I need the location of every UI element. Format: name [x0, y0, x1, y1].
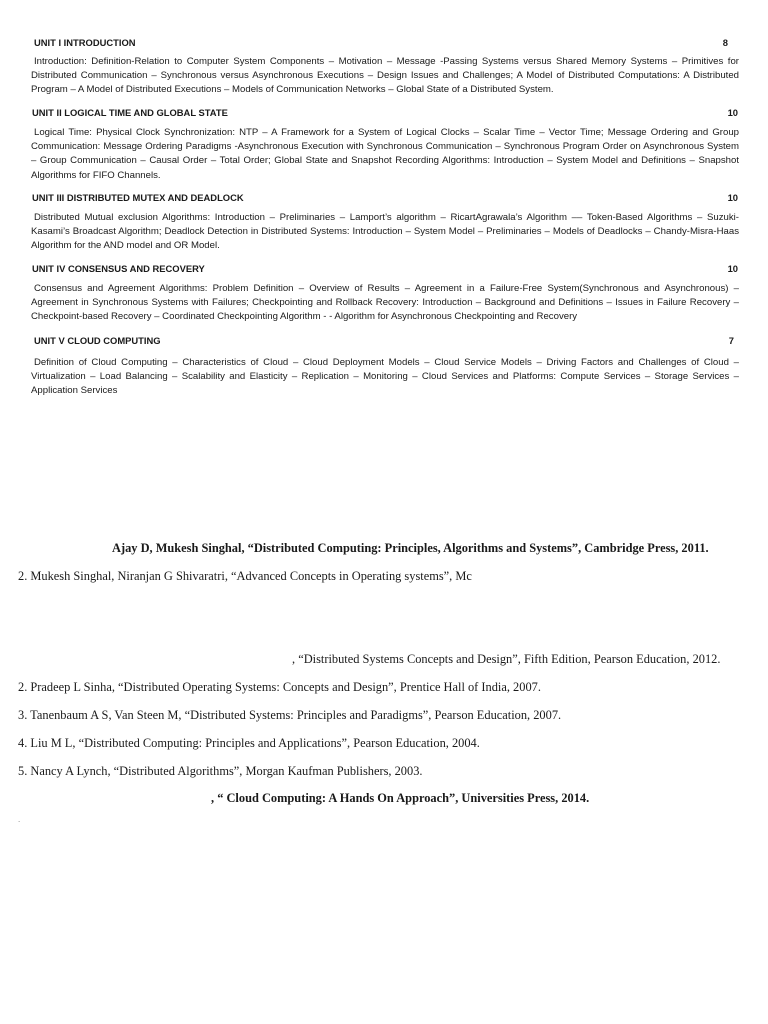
reference-1: , “Distributed Systems Concepts and Design”, Fifth Edition, Pearson Education, 2012.	[292, 652, 721, 666]
unit-2-heading	[32, 107, 738, 119]
unit-1-hours: 8	[722, 37, 728, 48]
footer-mark: .	[18, 815, 21, 824]
unit-2-title: UNIT II LOGICAL TIME AND GLOBAL STATE	[32, 107, 228, 118]
unit-2-body: Logical Time: Physical Clock Synchronization: NTP – A Framework for a System of Logical Clocks – Scalar Time – Vector Time; Message Ordering and Group Communication: Message Ordering Paradigms -Asynchronous Execution with Synchronous Communication – Synchronous Program Order on Asynchronous System – Group Communication – Causal Order – Total Order; Global State and Snapshot Recording Algorithms: Introduction – System Model and Definitions – Snapshot Algorithms for FIFO Channels.	[31, 127, 739, 181]
unit-3-hours: 10	[727, 192, 738, 203]
unit-3-heading	[32, 192, 738, 204]
reference-4: 4. Liu M L, “Distributed Computing: Principles and Applications”, Pearson Education, 2004.	[18, 736, 480, 750]
unit-1-title: UNIT I INTRODUCTION	[34, 37, 136, 48]
unit-2-hours: 10	[727, 107, 738, 118]
reference-3: 3. Tanenbaum A S, Van Steen M, “Distributed Systems: Principles and Paradigms”, Pearson Education, 2007.	[18, 708, 562, 722]
unit-4-body: Consensus and Agreement Algorithms: Problem Definition – Overview of Results – Agreement in a Failure-Free System(Synchronous and Asynchronous) – Agreement in Synchronous Systems with Failures; Checkpointing and Rollback Recovery: Introduction – Background and Definitions – Issues in Failure Recovery – Checkpoint-based Recovery – Coordinated Checkpointing Algorithm - - Algorithm for Asynchronous Checkpointing and Recovery	[31, 283, 739, 323]
unit-5-heading	[34, 335, 734, 347]
unit-5-body: Definition of Cloud Computing – Characteristics of Cloud – Cloud Deployment Models – Cloud Service Models – Driving Factors and Challenges of Cloud – Virtualization – Load Balancing – Scalability and Elasticity – Replication – Monitoring – Cloud Services and Platforms: Compute Services – Storage Services – Application Services	[31, 357, 739, 397]
unit-4-title: UNIT IV CONSENSUS AND RECOVERY	[32, 263, 205, 274]
unit-4-hours: 10	[727, 263, 738, 274]
textbook-2: 2. Mukesh Singhal, Niranjan G Shivaratri, “Advanced Concepts in Operating systems”, Mc	[18, 569, 472, 583]
unit-5-hours: 7	[728, 335, 734, 346]
unit-5-title: UNIT V CLOUD COMPUTING	[34, 335, 161, 346]
unit-3-title: UNIT III DISTRIBUTED MUTEX AND DEADLOCK	[32, 192, 244, 203]
unit-4-heading	[32, 263, 738, 275]
unit-3-body: Distributed Mutual exclusion Algorithms: Introduction – Preliminaries – Lamport’s algorithm – RicartAgrawala’s Algorithm –– Token-Based Algorithms – Suzuki-Kasami’s Broadcast Algorithm; Deadlock Detection in Distributed Systems: Introduction – System Model – Preliminaries – Models of Deadlocks – Chandy-Misra-Haas Algorithm for the AND model and OR Model.	[31, 212, 739, 252]
textbook-1: Ajay D, Mukesh Singhal, “Distributed Computing: Principles, Algorithms and Systems”, Cambridge Press, 2011.	[112, 541, 709, 555]
unit-1-heading	[34, 37, 728, 49]
reference-2: 2. Pradeep L Sinha, “Distributed Operating Systems: Concepts and Design”, Prentice Hall of India, 2007.	[18, 680, 541, 694]
unit-1-body: Introduction: Definition-Relation to Computer System Components – Motivation – Message -Passing Systems versus Shared Memory Systems – Primitives for Distributed Communication – Synchronous versus Asynchronous Executions – Design Issues and Challenges; A Model of Distributed Computations: A Distributed Program – A Model of Distributed Executions – Models of Communication Networks – Global State of a Distributed System.	[31, 56, 739, 96]
reference-6: , “ Cloud Computing: A Hands On Approach”, Universities Press, 2014.	[211, 791, 590, 805]
reference-5: 5. Nancy A Lynch, “Distributed Algorithms”, Morgan Kaufman Publishers, 2003.	[18, 764, 423, 778]
